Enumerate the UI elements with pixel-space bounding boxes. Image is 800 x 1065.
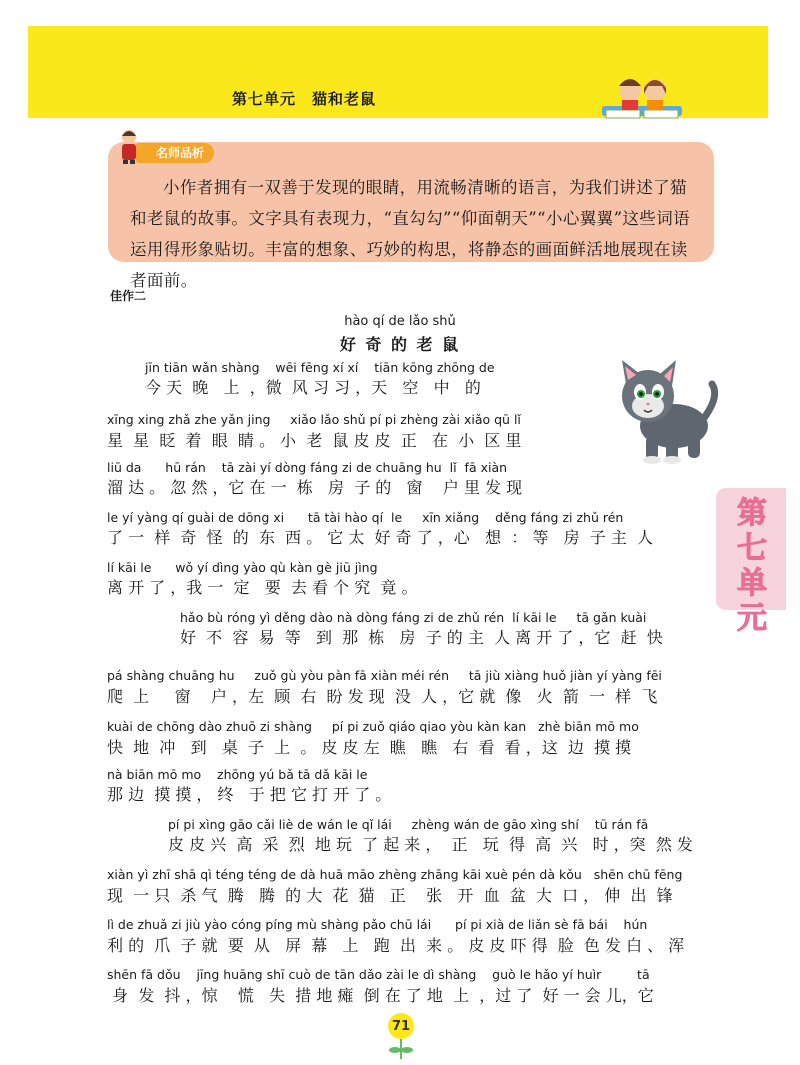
pinyin-line: pá shàng chuāng hu zuǒ gù yòu pàn fā xiàn méi rén tā jiù xiàng huǒ jiàn yí yàng fēi bbox=[107, 668, 662, 683]
essay-title: 好 奇 的 老 鼠 bbox=[339, 335, 461, 354]
pinyin-line: hǎo bù róng yì děng dào nà dòng fáng zi de zhǔ rén lí kāi le tā gǎn kuài bbox=[180, 610, 647, 625]
pinyin-line: le yí yàng qí guài de dōng xi tā tài hào qí le xīn xiǎng děng fáng zi zhǔ rén bbox=[107, 510, 624, 525]
pinyin-line: lì de zhuǎ zi jiù yào cóng píng mù shàng pǎo chū lái pí pi xià de liǎn sè fā bái hún bbox=[107, 917, 648, 932]
hanzi-line: 溜 达 。 忽 然 ，它 在 一 栋 房 子 的 窗 户 里 发 现 bbox=[107, 478, 523, 497]
teacher-comment-tag: 名师品析 bbox=[136, 143, 214, 163]
page-number: 71 bbox=[391, 1019, 411, 1034]
hanzi-line: 好 不 容 易 等 到 那 栋 房 子 的 主 人 离 开 了 ，它 赶 快 bbox=[180, 628, 663, 647]
pinyin-line: liū da hū rán tā zài yí dòng fáng zi de chuāng hu lǐ fā xiàn bbox=[107, 460, 508, 475]
unit-side-tab bbox=[716, 488, 786, 636]
hanzi-line: 皮 皮 兴 高 采 烈 地 玩 了 起 来 ， 正 玩 得 高 兴 时 ，突 然 发 bbox=[168, 835, 693, 854]
teacher-icon bbox=[114, 128, 144, 164]
hanzi-line: 了 一 样 奇 怪 的 东 西 。 它 太 好 奇 了 ，心 想 ： 等 房 子 主 人 bbox=[107, 528, 654, 547]
hanzi-line: 星 星 眨 着 眼 睛 。 小 老 鼠 皮 皮 正 在 小 区 里 bbox=[107, 431, 522, 450]
pinyin-line: kuài de chōng dào zhuō zi shàng pí pi zuǒ qiáo qiao yòu kàn kan zhè biān mō mo bbox=[107, 719, 639, 734]
essay-label: 佳作二 bbox=[110, 289, 147, 303]
hanzi-line: 爬 上 窗 户 ，左 顾 右 盼 发 现 没 人 ，它 就 像 火 箭 一 样 飞 bbox=[107, 687, 658, 706]
hanzi-line: 今 天 晚 上 ，微 风 习 习 ，天 空 中 的 bbox=[145, 378, 481, 397]
pinyin-line: lí kāi le wǒ yí dìng yào qù kàn gè jiū jìng bbox=[107, 560, 378, 575]
teacher-comment-text bbox=[130, 172, 700, 296]
unit-side-tab-label: 第七单元 bbox=[737, 496, 767, 636]
hanzi-line: 那 边 摸 摸 ， 终 于 把 它 打 开 了 。 bbox=[107, 785, 392, 804]
hanzi-line: 离 开 了 ，我 一 定 要 去 看 个 究 竟 。 bbox=[107, 578, 418, 597]
unit-title: 第七单元 猫和老鼠 bbox=[232, 90, 377, 108]
hanzi-line: 身 发 抖 ，惊 慌 失 措 地 瘫 倒 在 了 地 上 ，过 了 好 一 会 儿，它 bbox=[107, 986, 654, 1005]
teacher-comment-paragraph: 小作者拥有一双善于发现的眼睛，用流畅清晰的语言，为我们讲述了猫和老鼠的故事。文字具有表现力，“直勾勾”“仰面朝天”“小心翼翼”这些词语运用得形象贴切。丰富的想象、巧妙的构思，将静态的画面鲜活地展现在读者面前。 bbox=[130, 178, 691, 290]
pinyin-line: jīn tiān wǎn shàng wēi fēng xí xí tiān kōng zhōng de bbox=[145, 360, 495, 375]
pinyin-line: pí pi xìng gāo cǎi liè de wán le qǐ lái zhèng wán de gāo xìng shí tū rán fā bbox=[168, 817, 649, 832]
pinyin-line: shēn fā dǒu jīng huāng shī cuò de tān dǎo zài le dì shàng guò le hǎo yí huìr tā bbox=[107, 967, 650, 982]
hanzi-line: 利 的 爪 子 就 要 从 屏 幕 上 跑 出 来 。 皮 皮 吓 得 脸 色 发 白 、 浑 bbox=[107, 936, 685, 955]
reading-kids-icon bbox=[600, 72, 684, 122]
pinyin-line: xīng xing zhǎ zhe yǎn jing xiǎo lǎo shǔ pí pi zhèng zài xiǎo qū lǐ bbox=[107, 412, 521, 427]
hanzi-line: 现 一 只 杀 气 腾 腾 的 大 花 猫 正 张 开 血 盆 大 口 ， 伸 出 锋 bbox=[107, 886, 673, 905]
cat-illustration bbox=[604, 356, 722, 466]
hanzi-line: 快 地 冲 到 桌 子 上 。 皮 皮 左 瞧 瞧 右 看 看 ，这 边 摸 摸 bbox=[107, 738, 632, 757]
pinyin-line: xiàn yì zhī shā qì téng téng de dà huā māo zhèng zhāng kāi xuè pén dà kǒu shēn chū fēng bbox=[107, 867, 683, 882]
pinyin-line: nà biān mō mo zhōng yú bǎ tā dǎ kāi le bbox=[107, 767, 368, 782]
essay-title-pinyin: hào qí de lǎo shǔ bbox=[344, 314, 456, 329]
